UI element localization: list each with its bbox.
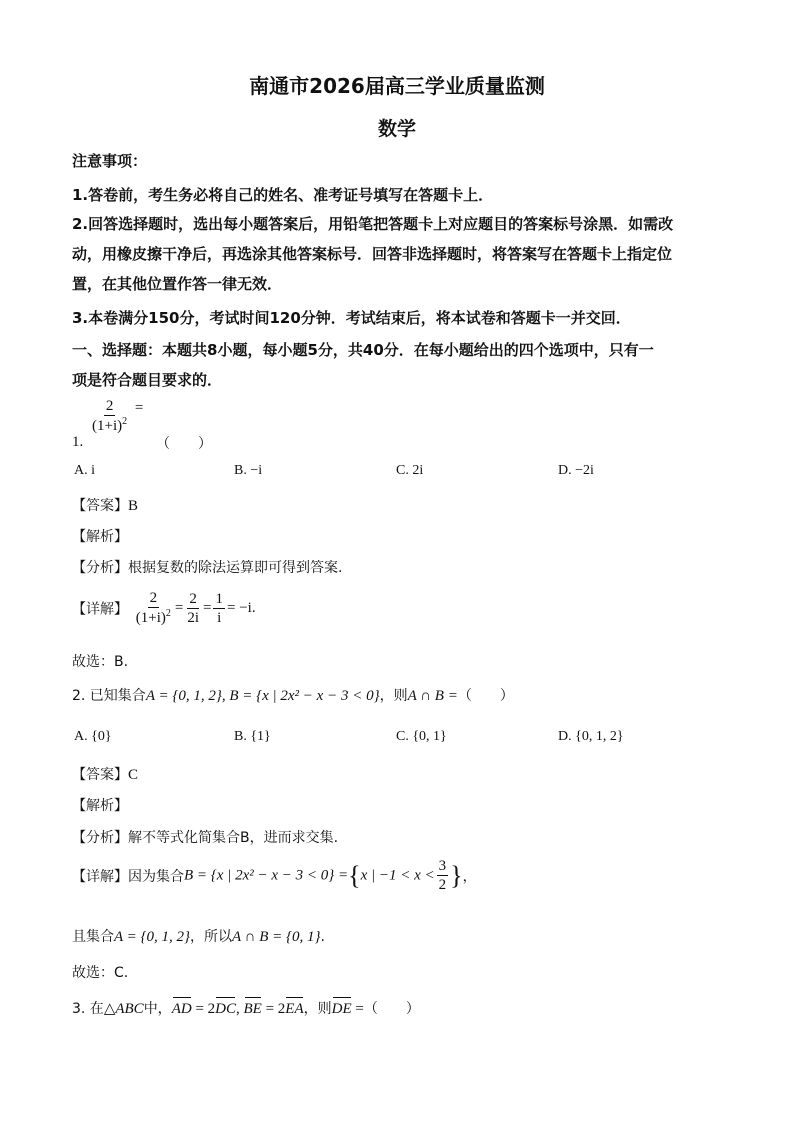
q1-fenxi-tag: 【分析】	[72, 560, 128, 576]
q1-paren: （ ）	[156, 436, 212, 452]
q3-triangle: △ABC	[103, 1001, 144, 1017]
q2-detail-set: x | −1 < x <	[360, 867, 435, 884]
q1-answer-tag: 【答案】	[72, 498, 128, 514]
q1-detail-frac1-den: (1+i)	[135, 610, 166, 627]
section-heading-line-2: 项是符合题目要求的．	[72, 371, 223, 389]
q2-option-c: C. {0, 1}	[396, 729, 447, 744]
q3-stem-prefix: 3. 在	[72, 1001, 104, 1017]
q2-conclusion: 故选：C.	[72, 965, 129, 981]
notice-item-2-line-3: 置，在其他位置作答一律无效．	[72, 275, 283, 293]
q1-option-c: C. 2i	[396, 463, 424, 478]
q1-answer-value: B	[128, 498, 139, 514]
notice-item-2-line-1: 2.回答选择题时，选出每小题答案后，用铅笔把答题卡上对应题目的答案标号涂黑．如需改	[72, 215, 674, 233]
q1-detail-line: 【详解】 $\frac{2}{(1+i)^2}$ = $\frac{2}{2i}$ = $\frac{1}{i}$ = −i.	[72, 590, 256, 627]
q2-option-b: B. {1}	[234, 729, 271, 744]
q1-fraction-numerator: 2	[104, 398, 116, 416]
q1-number: 1.	[72, 434, 84, 450]
q1-detail-end: .	[251, 600, 256, 617]
q1-fenxi-text: 根据复数的除法运算即可得到答案.	[128, 560, 343, 576]
q1-stem-fraction	[88, 398, 143, 435]
notice-heading: 注意事项：	[72, 152, 148, 170]
q1-answer-line	[72, 495, 138, 515]
q3-eq2: = 2	[261, 1001, 286, 1017]
q1-detail-frac1-num: 2	[148, 590, 160, 608]
q3-paren: （ ）	[363, 1001, 420, 1017]
q2-detail-expr: B = {x | 2x² − x − 3 < 0} =	[184, 867, 349, 884]
q1-detail-frac3-num: 1	[213, 591, 225, 609]
q2-detail-frac-den: 2	[438, 877, 447, 894]
q2-detail-line: 【详解】因为集合B = {x | 2x² − x − 3 < 0} ={x | −1 < x < $\frac{3}{2}$ }，	[72, 858, 477, 894]
q2-detail-prefix: 因为集合	[128, 869, 184, 886]
q1-detail-frac3-den: i	[217, 609, 222, 626]
section-heading-line-1: 一、选择题：本题共8小题，每小题5分，共40分．在每小题给出的四个选项中，只有一	[72, 341, 654, 359]
q3-vector-ea: EA	[285, 1001, 304, 1017]
q2-answer-line	[72, 764, 138, 784]
q2-line2-prefix: 且集合	[72, 929, 114, 945]
q3-stem-then: ，则	[303, 1001, 332, 1017]
q1-option-d: D. −2i	[558, 463, 594, 478]
q3-vector-ad: AD	[171, 1001, 192, 1017]
q1-denominator-power: 2	[122, 416, 128, 428]
q2-line2-expr: A = {0, 1, 2}	[114, 929, 191, 945]
q2-stem-mid: ，则	[379, 688, 408, 704]
q1-conclusion: 故选：B.	[72, 654, 129, 670]
exam-subject: 数学	[377, 118, 416, 140]
q1-option-a: A. i	[74, 463, 95, 478]
q1-fraction-denominator: (1+i)	[92, 418, 123, 435]
q2-line2-result: A ∩ B = {0, 1}	[232, 929, 321, 945]
q2-detail-line-2	[72, 926, 325, 946]
notice-item-1: 1.答卷前，考生务必将自己的姓名、准考证号填写在答题卡上．	[72, 186, 494, 204]
q1-detail-frac1-pow: 2	[165, 608, 171, 620]
q2-detail-tag: 【详解】	[72, 869, 128, 886]
q2-detail-suffix: ，	[462, 869, 477, 886]
q1-analysis-tag: 【解析】	[72, 529, 128, 545]
q3-eq3: =	[351, 1001, 364, 1017]
q1-detail-tag: 【详解】	[72, 601, 128, 618]
q2-answer-tag: 【答案】	[72, 767, 128, 783]
q2-stem-prefix: 2. 已知集合	[72, 688, 146, 704]
q3-vector-dc: DC	[215, 1001, 236, 1017]
exam-title: 南通市2026届高三学业质量监测	[249, 74, 545, 98]
q3-eq1: = 2	[191, 1001, 216, 1017]
q2-answer-value: C	[128, 767, 139, 783]
notice-item-3: 3.本卷满分150分，考试时间120分钟．考试结束后，将本试卷和答题卡一并交回．	[72, 309, 631, 327]
q2-intersection: A ∩ B =	[407, 688, 458, 704]
q2-fenxi-line	[72, 827, 338, 847]
notice-item-2-line-2: 动，用橡皮擦干净后，再选涂其他答案标号．回答非选择题时，将答案写在答题卡上指定位	[72, 245, 673, 263]
q2-paren: （ ）	[457, 688, 514, 704]
q2-analysis-tag: 【解析】	[72, 798, 128, 814]
q1-equals: =	[134, 400, 144, 417]
q2-line2-mid: ，所以	[190, 929, 233, 945]
q3-stem	[72, 998, 420, 1018]
q3-vector-de: DE	[331, 1001, 352, 1017]
q2-detail-frac-num: 3	[437, 858, 449, 876]
q2-option-a: A. {0}	[74, 729, 112, 744]
q2-fenxi-tag: 【分析】	[72, 830, 128, 846]
q2-set-def: A = {0, 1, 2}, B = {x | 2x² − x − 3 < 0}	[145, 688, 380, 704]
q3-stem-mid: 中，	[143, 1001, 172, 1017]
q3-sep: ,	[236, 1001, 244, 1017]
q1-detail-frac2-den: 2i	[187, 609, 200, 626]
q2-stem	[72, 685, 514, 705]
q3-vector-be: BE	[243, 1001, 262, 1017]
q1-fenxi-line	[72, 557, 342, 577]
q2-option-d: D. {0, 1, 2}	[558, 729, 624, 744]
q2-fenxi-text: 解不等式化简集合B，进而求交集.	[128, 830, 339, 846]
q1-detail-frac2-num: 2	[187, 591, 199, 609]
q2-line2-end: .	[320, 929, 325, 945]
q1-option-b: B. −i	[234, 463, 263, 478]
q1-detail-tail: = −i	[226, 600, 252, 617]
